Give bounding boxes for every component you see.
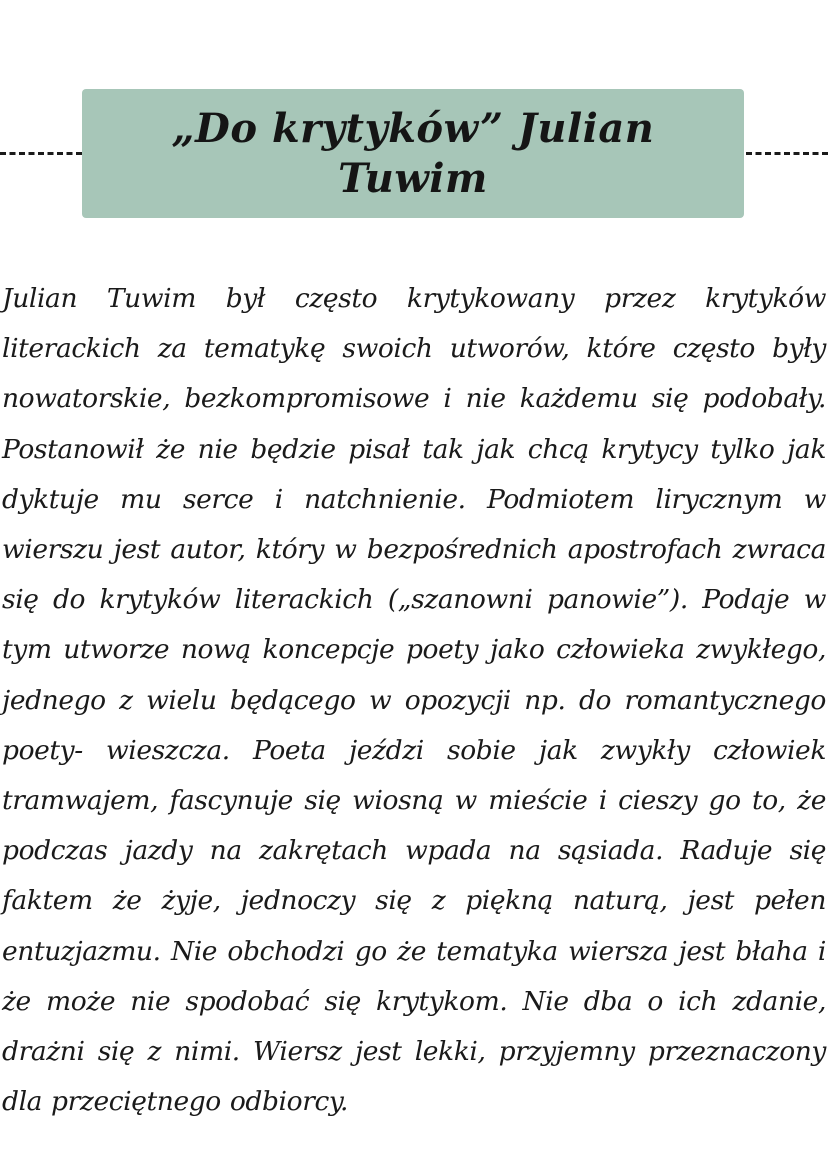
- left-dashed-divider: [0, 152, 82, 155]
- title-banner: [82, 89, 744, 218]
- page-title: „Do krytyków” Julian Tuwim: [171, 104, 655, 202]
- right-dashed-divider: [746, 152, 828, 155]
- body-paragraph: Julian Tuwim był często krytykowany przez krytyków literackich za tematykę swoich utworów, które często były nowatorskie, bezkompromisowe i nie każdemu się podobały. Postanowił że nie będzie pisał tak jak chcą krytycy tylko jak dyktuje mu serce i natchnienie. Podmiotem lirycznym w wierszu jest autor, który w bezpośrednich apostrofach zwraca się do krytyków literackich („szanowni panowie”). Podaje w tym utworze nową koncepcje poety jako człowieka zwykłego, jednego z wielu będącego w opozycji np. do romantycznego poety- wieszcza. Poeta jeździ sobie jak zwykły człowiek tramwajem, fascynuje się wiosną w mieście i cieszy go to, że podczas jazdy na zakrętach wpada na sąsiada. Raduje się faktem że żyje, jednoczy się z piękną naturą, jest pełen entuzjazmu. Nie obchodzi go że tematyka wiersza jest błaha i że może nie spodobać się krytykom. Nie dba o ich zdanie, drażni się z nimi. Wiersz jest lekki, przyjemny przeznaczony dla przeciętnego odbiorcy.: [2, 283, 826, 1118]
